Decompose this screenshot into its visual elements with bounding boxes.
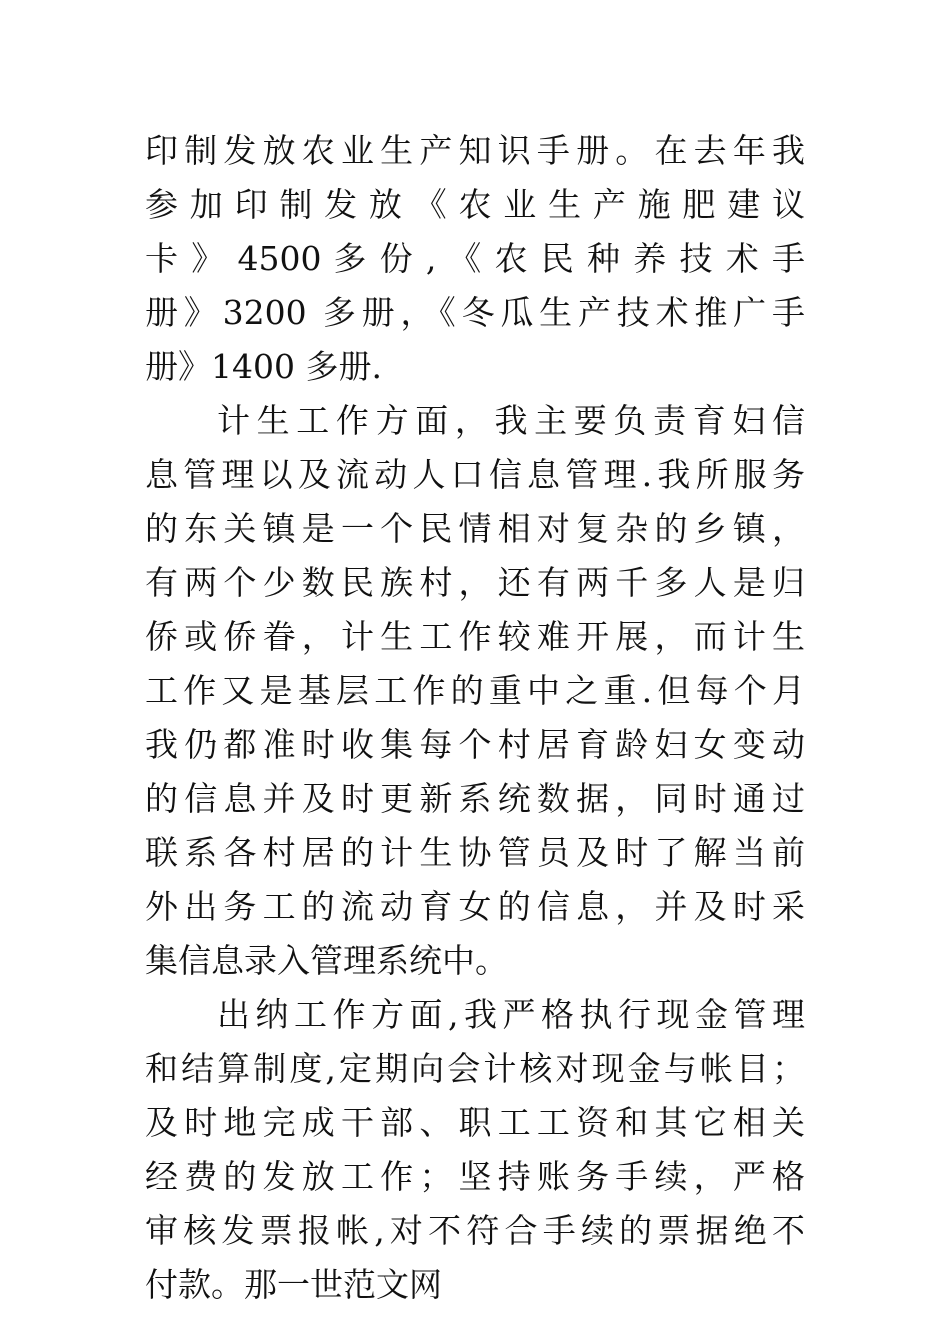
text-line: 计生工作方面，我主要负责育妇信 bbox=[217, 401, 805, 440]
text-line: 有两个少数民族村，还有两千多人是归 bbox=[145, 563, 805, 602]
text-line: 经费的发放工作；坚持账务手续，严格 bbox=[145, 1157, 805, 1196]
text-line: 册》3200 多册，《冬瓜生产技术推广手 bbox=[145, 293, 805, 332]
text-line: 册》1400 多册. bbox=[145, 347, 382, 386]
text-line: 集信息录入管理系统中。 bbox=[145, 941, 508, 980]
text-line: 的东关镇是一个民情相对复杂的乡镇， bbox=[145, 509, 805, 548]
text-line: 的信息并及时更新系统数据，同时通过 bbox=[145, 779, 805, 818]
text-line: 和结算制度,定期向会计核对现金与帐目； bbox=[145, 1049, 805, 1088]
text-line: 我仍都准时收集每个村居育龄妇女变动 bbox=[145, 725, 805, 764]
paragraph bbox=[145, 124, 805, 394]
text-line: 付款。那一世范文网 bbox=[145, 1265, 442, 1304]
text-line: 侨或侨眷，计生工作较难开展，而计生 bbox=[145, 617, 805, 656]
text-line: 审核发票报帐,对不符合手续的票据绝不 bbox=[145, 1211, 805, 1250]
text-line: 联系各村居的计生协管员及时了解当前 bbox=[145, 833, 805, 872]
paragraph bbox=[145, 394, 805, 988]
paragraph bbox=[145, 988, 805, 1312]
text-line: 工作又是基层工作的重中之重.但每个月 bbox=[145, 671, 805, 710]
text-line: 及时地完成干部、职工工资和其它相关 bbox=[145, 1103, 805, 1142]
text-line: 印制发放农业生产知识手册。在去年我 bbox=[145, 131, 805, 170]
text-line: 外出务工的流动育女的信息，并及时采 bbox=[145, 887, 805, 926]
text-line: 出纳工作方面,我严格执行现金管理 bbox=[217, 995, 805, 1034]
document-body bbox=[145, 124, 805, 1312]
text-line: 卡 》 4500 多 份 , 《 农 民 种 养 技 术 手 bbox=[145, 239, 805, 278]
text-line: 参 加 印 制 发 放 《 农 业 生 产 施 肥 建 议 bbox=[145, 185, 805, 224]
text-line: 息管理以及流动人口信息管理.我所服务 bbox=[145, 455, 805, 494]
